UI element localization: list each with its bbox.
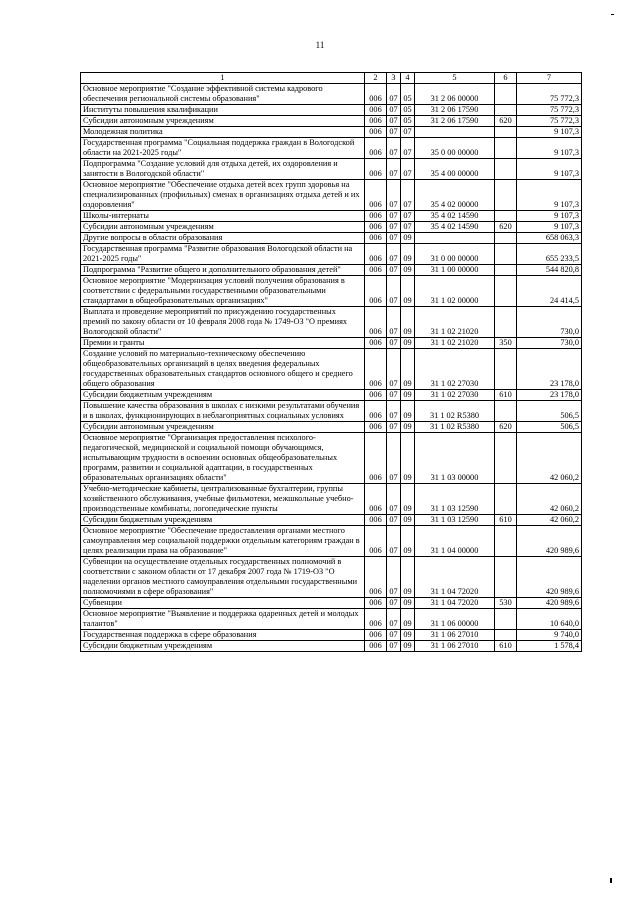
- row-cell-c6: [495, 127, 517, 138]
- row-cell-c7: 9 107,3: [517, 127, 582, 138]
- table-row: [81, 116, 582, 127]
- row-cell-c4: 09: [401, 401, 415, 422]
- row-cell-c5: 31 1 02 27030: [415, 390, 495, 401]
- row-cell-c6: [495, 349, 517, 390]
- row-cell-c4: 09: [401, 433, 415, 484]
- row-cell-c7: 75 772,3: [517, 84, 582, 105]
- table-row: [81, 265, 582, 276]
- table-row: [81, 433, 582, 484]
- row-cell-c4: 09: [401, 484, 415, 515]
- row-cell-c3: 07: [387, 138, 401, 159]
- row-description: Государственная программа "Социальная поддержка граждан в Вологодской области на 2021-2025 годы": [81, 138, 365, 159]
- row-description: Субсидии автономным учреждениям: [81, 116, 365, 127]
- row-cell-c7: 655 233,5: [517, 244, 582, 265]
- row-description: Субсидии автономным учреждениям: [81, 422, 365, 433]
- row-cell-c2: 006: [365, 515, 387, 526]
- row-cell-c6: [495, 105, 517, 116]
- row-description: Субвенции: [81, 598, 365, 609]
- row-description: Подпрограмма "Создание условий для отдыха детей, их оздоровления и занятости в Вологодской области": [81, 159, 365, 180]
- row-cell-c4: 07: [401, 222, 415, 233]
- row-cell-c3: 07: [387, 180, 401, 211]
- table-row: [81, 630, 582, 641]
- budget-table: [80, 72, 582, 652]
- row-cell-c7: 420 989,6: [517, 557, 582, 598]
- row-cell-c7: 506,5: [517, 422, 582, 433]
- row-cell-c5: 31 1 00 00000: [415, 265, 495, 276]
- row-cell-c2: 006: [365, 211, 387, 222]
- row-cell-c3: 07: [387, 526, 401, 557]
- row-cell-c7: 42 060,2: [517, 433, 582, 484]
- row-cell-c6: [495, 211, 517, 222]
- header-cell: 7: [517, 73, 582, 84]
- row-cell-c6: 610: [495, 515, 517, 526]
- row-description: Государственная программа "Развитие образования Вологодской области на 2021-2025 годы": [81, 244, 365, 265]
- row-cell-c5: 31 1 02 21020: [415, 307, 495, 338]
- table-row: [81, 233, 582, 244]
- row-cell-c7: 42 060,2: [517, 484, 582, 515]
- row-cell-c6: [495, 307, 517, 338]
- row-cell-c7: 24 414,5: [517, 276, 582, 307]
- row-cell-c6: 530: [495, 598, 517, 609]
- row-cell-c2: 006: [365, 641, 387, 652]
- table-row: [81, 484, 582, 515]
- row-cell-c3: 07: [387, 609, 401, 630]
- row-cell-c5: 31 1 02 27030: [415, 349, 495, 390]
- row-cell-c2: 006: [365, 265, 387, 276]
- row-cell-c4: 09: [401, 307, 415, 338]
- row-cell-c3: 07: [387, 222, 401, 233]
- row-cell-c3: 07: [387, 211, 401, 222]
- table-row: [81, 401, 582, 422]
- row-cell-c3: 07: [387, 338, 401, 349]
- row-description: Школы-интернаты: [81, 211, 365, 222]
- row-cell-c7: 544 820,8: [517, 265, 582, 276]
- row-cell-c2: 006: [365, 84, 387, 105]
- row-cell-c5: 35 0 00 00000: [415, 138, 495, 159]
- row-cell-c6: 610: [495, 390, 517, 401]
- row-cell-c4: 09: [401, 349, 415, 390]
- row-description: Государственная поддержка в сфере образования: [81, 630, 365, 641]
- row-cell-c6: [495, 484, 517, 515]
- row-cell-c5: 31 2 06 17590: [415, 105, 495, 116]
- row-cell-c3: 07: [387, 276, 401, 307]
- row-cell-c2: 006: [365, 222, 387, 233]
- row-cell-c2: 006: [365, 484, 387, 515]
- row-cell-c2: 006: [365, 105, 387, 116]
- row-description: Другие вопросы в области образования: [81, 233, 365, 244]
- row-cell-c4: 05: [401, 84, 415, 105]
- header-cell: 6: [495, 73, 517, 84]
- table-row: [81, 349, 582, 390]
- row-cell-c7: 23 178,0: [517, 390, 582, 401]
- row-description: Субсидии бюджетным учреждениям: [81, 641, 365, 652]
- row-cell-c2: 006: [365, 159, 387, 180]
- row-cell-c4: 07: [401, 211, 415, 222]
- row-cell-c2: 006: [365, 433, 387, 484]
- row-description: Основное мероприятие "Обеспечение предоставления органами местного самоуправления мер социальной поддержки отдельным категориям граждан в целях реализации права на образование": [81, 526, 365, 557]
- row-description: Молодежная политика: [81, 127, 365, 138]
- header-cell: 5: [415, 73, 495, 84]
- table-row: [81, 338, 582, 349]
- row-cell-c7: 658 063,3: [517, 233, 582, 244]
- row-description: Повышение качества образования в школах с низкими результатами обучения и в школах, функционирующих в неблагоприятных социальных условиях: [81, 401, 365, 422]
- row-cell-c5: 31 1 03 12590: [415, 484, 495, 515]
- footer-mark: [610, 878, 612, 883]
- row-cell-c6: 620: [495, 222, 517, 233]
- row-cell-c6: [495, 180, 517, 211]
- row-description: Основное мероприятие "Обеспечение отдыха детей всех групп здоровья на специализированных (профильных) сменах в организациях отдыха детей и их оздоровления": [81, 180, 365, 211]
- table-row: [81, 84, 582, 105]
- row-cell-c5: 31 1 03 12590: [415, 515, 495, 526]
- row-cell-c5: 31 0 00 00000: [415, 244, 495, 265]
- row-cell-c5: 31 1 06 00000: [415, 609, 495, 630]
- row-cell-c2: 006: [365, 609, 387, 630]
- row-cell-c2: 006: [365, 276, 387, 307]
- row-cell-c6: [495, 433, 517, 484]
- row-cell-c5: 31 1 02 R5380: [415, 422, 495, 433]
- table-row: [81, 422, 582, 433]
- row-cell-c7: 9 107,3: [517, 138, 582, 159]
- row-cell-c6: 620: [495, 116, 517, 127]
- row-cell-c4: 07: [401, 127, 415, 138]
- row-cell-c6: [495, 233, 517, 244]
- row-cell-c6: [495, 276, 517, 307]
- header-cell: 3: [387, 73, 401, 84]
- row-cell-c7: 9 107,3: [517, 222, 582, 233]
- row-cell-c5: [415, 127, 495, 138]
- row-cell-c4: 09: [401, 422, 415, 433]
- row-cell-c5: 31 1 06 27010: [415, 641, 495, 652]
- row-description: Субсидии автономным учреждениям: [81, 222, 365, 233]
- row-cell-c5: 31 1 02 21020: [415, 338, 495, 349]
- row-description: Создание условий по материально-техническому обеспечению общеобразовательных организаций в целях введения федеральных государственных образовательных стандартов основного общего и среднего общего образования: [81, 349, 365, 390]
- table-row: [81, 138, 582, 159]
- table-row: [81, 211, 582, 222]
- table-row: [81, 105, 582, 116]
- row-description: Субсидии бюджетным учреждениям: [81, 390, 365, 401]
- row-cell-c4: 09: [401, 598, 415, 609]
- row-cell-c4: 09: [401, 609, 415, 630]
- row-cell-c6: [495, 630, 517, 641]
- row-description: Премии и гранты: [81, 338, 365, 349]
- row-cell-c3: 07: [387, 598, 401, 609]
- row-cell-c4: 09: [401, 515, 415, 526]
- row-cell-c3: 07: [387, 630, 401, 641]
- row-cell-c2: 006: [365, 349, 387, 390]
- row-cell-c4: 09: [401, 265, 415, 276]
- row-cell-c4: 07: [401, 180, 415, 211]
- row-cell-c3: 07: [387, 105, 401, 116]
- row-cell-c4: 05: [401, 105, 415, 116]
- header-cell: 1: [81, 73, 365, 84]
- row-cell-c3: 07: [387, 484, 401, 515]
- row-cell-c3: 07: [387, 244, 401, 265]
- row-cell-c2: 006: [365, 526, 387, 557]
- row-description: Основное мероприятие "Создание эффективной системы кадрового обеспечения региональной системы образования": [81, 84, 365, 105]
- row-cell-c3: 07: [387, 349, 401, 390]
- table-row: [81, 515, 582, 526]
- row-cell-c4: 07: [401, 138, 415, 159]
- row-cell-c6: [495, 609, 517, 630]
- row-cell-c6: 350: [495, 338, 517, 349]
- row-description: Подпрограмма "Развитие общего и дополнительного образования детей": [81, 265, 365, 276]
- row-cell-c7: 23 178,0: [517, 349, 582, 390]
- row-cell-c2: 006: [365, 233, 387, 244]
- row-cell-c2: 006: [365, 180, 387, 211]
- row-cell-c2: 006: [365, 307, 387, 338]
- row-cell-c2: 006: [365, 630, 387, 641]
- table-row: [81, 598, 582, 609]
- row-cell-c7: 9 107,3: [517, 211, 582, 222]
- row-cell-c3: 07: [387, 641, 401, 652]
- row-cell-c5: 31 1 02 R5380: [415, 401, 495, 422]
- row-cell-c2: 006: [365, 557, 387, 598]
- row-cell-c6: 620: [495, 422, 517, 433]
- corner-mark: [611, 14, 614, 15]
- row-cell-c7: 9 740,0: [517, 630, 582, 641]
- row-cell-c2: 006: [365, 338, 387, 349]
- row-cell-c3: 07: [387, 116, 401, 127]
- row-cell-c7: 730,0: [517, 338, 582, 349]
- row-cell-c4: 09: [401, 390, 415, 401]
- row-cell-c2: 006: [365, 138, 387, 159]
- row-cell-c4: 09: [401, 276, 415, 307]
- row-cell-c5: 35 4 02 00000: [415, 180, 495, 211]
- row-description: Выплата и проведение мероприятий по присуждению государственных премий по закону области от 10 февраля 2008 года № 1749-ОЗ "О премиях Вологодской области": [81, 307, 365, 338]
- row-cell-c4: 09: [401, 641, 415, 652]
- row-cell-c2: 006: [365, 390, 387, 401]
- row-description: Основное мероприятие "Выявление и поддержка одаренных детей и молодых талантов": [81, 609, 365, 630]
- row-cell-c7: 75 772,3: [517, 105, 582, 116]
- row-cell-c4: 09: [401, 244, 415, 265]
- row-cell-c6: 610: [495, 641, 517, 652]
- table-row: [81, 307, 582, 338]
- row-cell-c2: 006: [365, 422, 387, 433]
- row-cell-c5: 35 4 00 00000: [415, 159, 495, 180]
- row-cell-c7: 9 107,3: [517, 159, 582, 180]
- row-cell-c3: 07: [387, 422, 401, 433]
- row-cell-c6: [495, 265, 517, 276]
- row-cell-c4: 09: [401, 526, 415, 557]
- row-cell-c5: 31 2 06 00000: [415, 84, 495, 105]
- row-cell-c4: 07: [401, 159, 415, 180]
- table-row: [81, 159, 582, 180]
- row-cell-c5: 31 2 06 17590: [415, 116, 495, 127]
- row-cell-c5: 31 1 04 72020: [415, 598, 495, 609]
- table-row: [81, 127, 582, 138]
- row-cell-c7: 42 060,2: [517, 515, 582, 526]
- row-cell-c6: [495, 138, 517, 159]
- row-cell-c5: 31 1 04 00000: [415, 526, 495, 557]
- row-cell-c5: 31 1 04 72020: [415, 557, 495, 598]
- row-cell-c2: 006: [365, 116, 387, 127]
- row-cell-c4: 05: [401, 116, 415, 127]
- row-cell-c6: [495, 84, 517, 105]
- row-cell-c5: 31 1 06 27010: [415, 630, 495, 641]
- table-row: [81, 222, 582, 233]
- row-cell-c2: 006: [365, 401, 387, 422]
- row-description: Субвенции на осуществление отдельных государственных полномочий в соответствии с законом области от 17 декабря 2007 года № 1719-ОЗ "О наделении органов местного самоуправления отдельными государственными полномочиями в сфере образования": [81, 557, 365, 598]
- row-cell-c3: 07: [387, 159, 401, 180]
- row-cell-c7: 9 107,3: [517, 180, 582, 211]
- table-row: [81, 641, 582, 652]
- row-cell-c6: [495, 401, 517, 422]
- row-cell-c4: 09: [401, 557, 415, 598]
- header-cell: 2: [365, 73, 387, 84]
- table-row: [81, 276, 582, 307]
- row-cell-c4: 09: [401, 630, 415, 641]
- page-number: 11: [315, 40, 325, 50]
- table-row: [81, 609, 582, 630]
- row-cell-c5: 35 4 02 14590: [415, 222, 495, 233]
- row-cell-c7: 730,0: [517, 307, 582, 338]
- row-cell-c4: 09: [401, 338, 415, 349]
- row-description: Субсидии бюджетным учреждениям: [81, 515, 365, 526]
- table-row: [81, 244, 582, 265]
- row-cell-c3: 07: [387, 84, 401, 105]
- row-cell-c7: 10 640,0: [517, 609, 582, 630]
- row-cell-c3: 07: [387, 265, 401, 276]
- row-description: Институты повышения квалификации: [81, 105, 365, 116]
- table-header-row: [81, 73, 582, 84]
- row-cell-c4: 09: [401, 233, 415, 244]
- row-description: Учебно-методические кабинеты, централизованные бухгалтерии, группы хозяйственного обслуживания, учебные фильмотеки, межшкольные учебно-производственные комбинаты, логопедические пункты: [81, 484, 365, 515]
- row-cell-c5: 31 1 03 00000: [415, 433, 495, 484]
- table-row: [81, 557, 582, 598]
- row-cell-c6: [495, 557, 517, 598]
- row-cell-c6: [495, 159, 517, 180]
- row-cell-c7: 420 989,6: [517, 598, 582, 609]
- row-cell-c5: 35 4 02 14590: [415, 211, 495, 222]
- row-cell-c5: 31 1 02 00000: [415, 276, 495, 307]
- row-cell-c3: 07: [387, 515, 401, 526]
- row-description: Основное мероприятие "Организация предоставления психолого-педагогической, медицинской и социальной помощи обучающимся, испытывающим трудности в освоении основных общеобразовательных программ, развитии и социальной адаптации, в государственных образовательных организациях области": [81, 433, 365, 484]
- row-cell-c3: 07: [387, 307, 401, 338]
- row-cell-c2: 006: [365, 244, 387, 265]
- row-cell-c6: [495, 526, 517, 557]
- header-cell: 4: [401, 73, 415, 84]
- row-cell-c5: [415, 233, 495, 244]
- row-cell-c6: [495, 244, 517, 265]
- table-row: [81, 180, 582, 211]
- row-cell-c3: 07: [387, 557, 401, 598]
- row-cell-c7: 420 989,6: [517, 526, 582, 557]
- row-cell-c7: 506,5: [517, 401, 582, 422]
- row-cell-c7: 75 772,3: [517, 116, 582, 127]
- table-row: [81, 526, 582, 557]
- row-cell-c7: 1 578,4: [517, 641, 582, 652]
- row-cell-c2: 006: [365, 127, 387, 138]
- row-description: Основное мероприятие "Модернизация условий получения образования в соответствии с федеральными государственными образовательными стандартами в общеобразовательных организациях": [81, 276, 365, 307]
- row-cell-c3: 07: [387, 233, 401, 244]
- row-cell-c3: 07: [387, 127, 401, 138]
- row-cell-c3: 07: [387, 390, 401, 401]
- row-cell-c3: 07: [387, 401, 401, 422]
- row-cell-c3: 07: [387, 433, 401, 484]
- table-row: [81, 390, 582, 401]
- row-cell-c2: 006: [365, 598, 387, 609]
